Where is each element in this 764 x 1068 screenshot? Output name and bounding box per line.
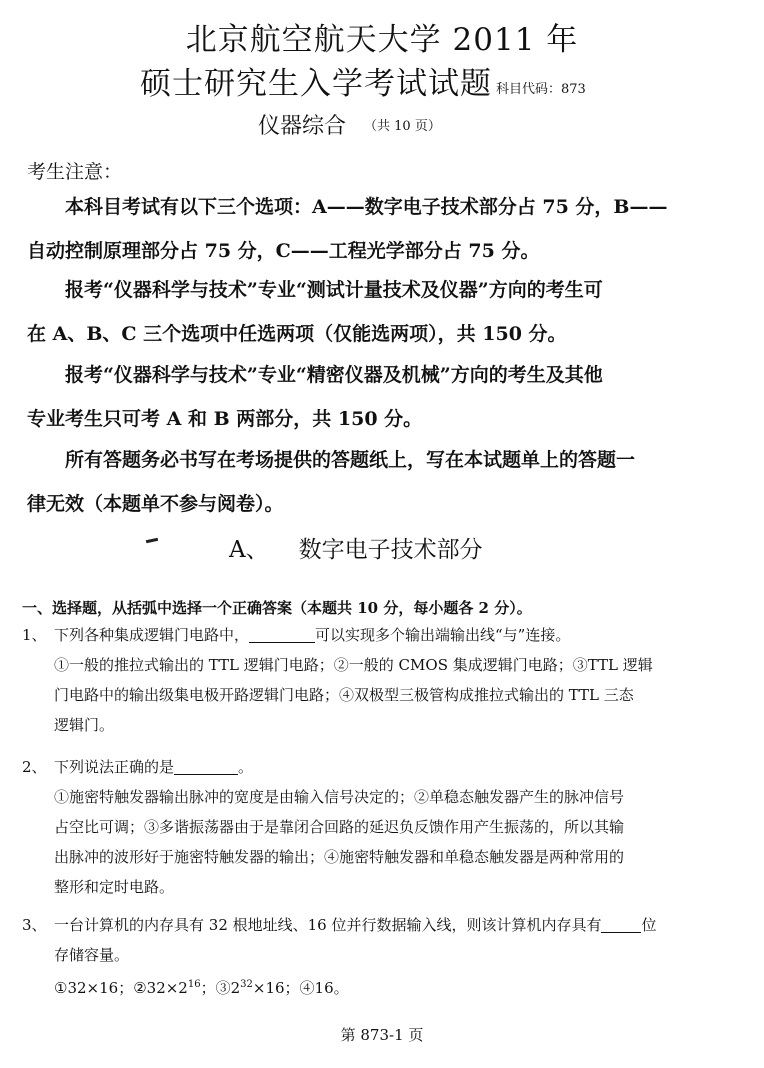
question-number: 1、 (22, 626, 47, 644)
page-footer: 第 873-1 页 (340, 1026, 424, 1044)
section-label: A、 (229, 537, 269, 563)
stem-text: 可以实现多个输出端输出线“与”连接。 (315, 626, 571, 644)
option-line: 门电路中的输出级集电极开路逻辑门电路；④双极型三极管构成推拉式输出的 TTL 三态 (54, 686, 634, 704)
stem-text: 。 (238, 758, 254, 776)
subject-line (258, 112, 441, 142)
question-number: 3、 (22, 916, 47, 934)
answer-blank (174, 756, 238, 775)
answer-blank (601, 914, 641, 933)
notice-para-2-line-b: 在 A、B、C 三个选项中任选两项（仅能选两项），共 150 分。 (27, 323, 567, 345)
option-line: 占空比可调；③多谐振荡器由于是靠闭合回路的延迟负反馈作用产生振荡的，所以其输 (54, 818, 625, 836)
exam-title-exam (140, 64, 620, 110)
answer-blank (249, 624, 315, 643)
part1-heading: 一、选择题，从括弧中选择一个正确答案（本题共 10 分，每小题各 2 分）。 (22, 599, 532, 617)
notice-para-4-line-a: 所有答题务必书写在考场提供的答题纸上，写在本试题单上的答题一 (65, 449, 636, 471)
option-line: ①一般的推拉式输出的 TTL 逻辑门电路；②一般的 CMOS 集成逻辑门电路；③TTL 逻辑 (54, 656, 653, 674)
option-line: 逻辑门。 (54, 716, 115, 734)
question-3 (22, 910, 702, 1003)
notice-para-1-line-a: 本科目考试有以下三个选项：A——数字电子技术部分占 75 分，B—— (65, 196, 668, 218)
choice-3: ③2 (215, 979, 241, 997)
question-stem (54, 752, 702, 782)
question-stem (54, 620, 702, 650)
question-2 (22, 752, 702, 902)
option-line: ①施密特触发器输出脉冲的宽度是由输入信号决定的；②单稳态触发器产生的脉冲信号 (54, 788, 625, 806)
option-line (54, 970, 702, 1003)
notice-para-2-line-a: 报考“仪器科学与技术”专业“测试计量技术及仪器”方向的考生可 (65, 279, 603, 301)
choice-2-exponent: 16 (187, 979, 201, 990)
stem-text: 下列各种集成逻辑门电路中， (54, 626, 250, 644)
subject-code: 科目代码：873 (496, 82, 586, 97)
exam-title-university: 北京航空航天大学 2011 年 (185, 22, 579, 58)
stem-text: 位 (641, 916, 657, 934)
choice-3-exponent: 32 (240, 979, 253, 990)
option-line: 出脉冲的波形好于施密特触发器的输出；④施密特触发器和单稳态触发器是两种常用的 (54, 848, 625, 866)
section-name: 数字电子技术部分 (298, 537, 483, 563)
notice-para-1 (27, 185, 717, 273)
option-line: 存储容量。 (54, 946, 130, 964)
notice-para-2 (27, 268, 717, 356)
notice-para-3 (27, 353, 717, 441)
section-title (229, 534, 483, 566)
stem-text: 一台计算机的内存具有 32 根地址线、16 位并行数据输入线，则该计算机内存具有 (54, 916, 602, 934)
notice-para-3-line-a: 报考“仪器科学与技术”专业“精密仪器及机械”方向的考生及其他 (65, 364, 603, 386)
notice-para-4 (27, 438, 717, 526)
notice-para-3-line-b: 专业考生只可考 A 和 B 两部分，共 150 分。 (27, 408, 423, 430)
choice-3-end: ×16； (252, 979, 300, 997)
stem-text: 下列说法正确的是 (54, 758, 175, 776)
choice-2: ②32×2 (133, 979, 188, 997)
notice-heading: 考生注意： (27, 161, 123, 183)
choice-4: ④16。 (299, 979, 349, 997)
exam-title-text: 硕士研究生入学考试试题 (140, 66, 492, 102)
subject-name: 仪器综合 (258, 114, 347, 139)
question-1 (22, 620, 702, 740)
page-count: （共 10 页） (364, 119, 441, 134)
choice-1: ①32×16； (54, 979, 134, 997)
question-stem (54, 910, 702, 940)
option-line: 整形和定时电路。 (54, 878, 175, 896)
question-number: 2、 (22, 758, 47, 776)
notice-para-4-line-b: 律无效（本题单不参与阅卷）。 (27, 493, 284, 515)
pen-mark (146, 538, 158, 543)
notice-para-1-line-b: 自动控制原理部分占 75 分，C——工程光学部分占 75 分。 (27, 240, 540, 262)
choice-2-end: ； (200, 979, 216, 997)
